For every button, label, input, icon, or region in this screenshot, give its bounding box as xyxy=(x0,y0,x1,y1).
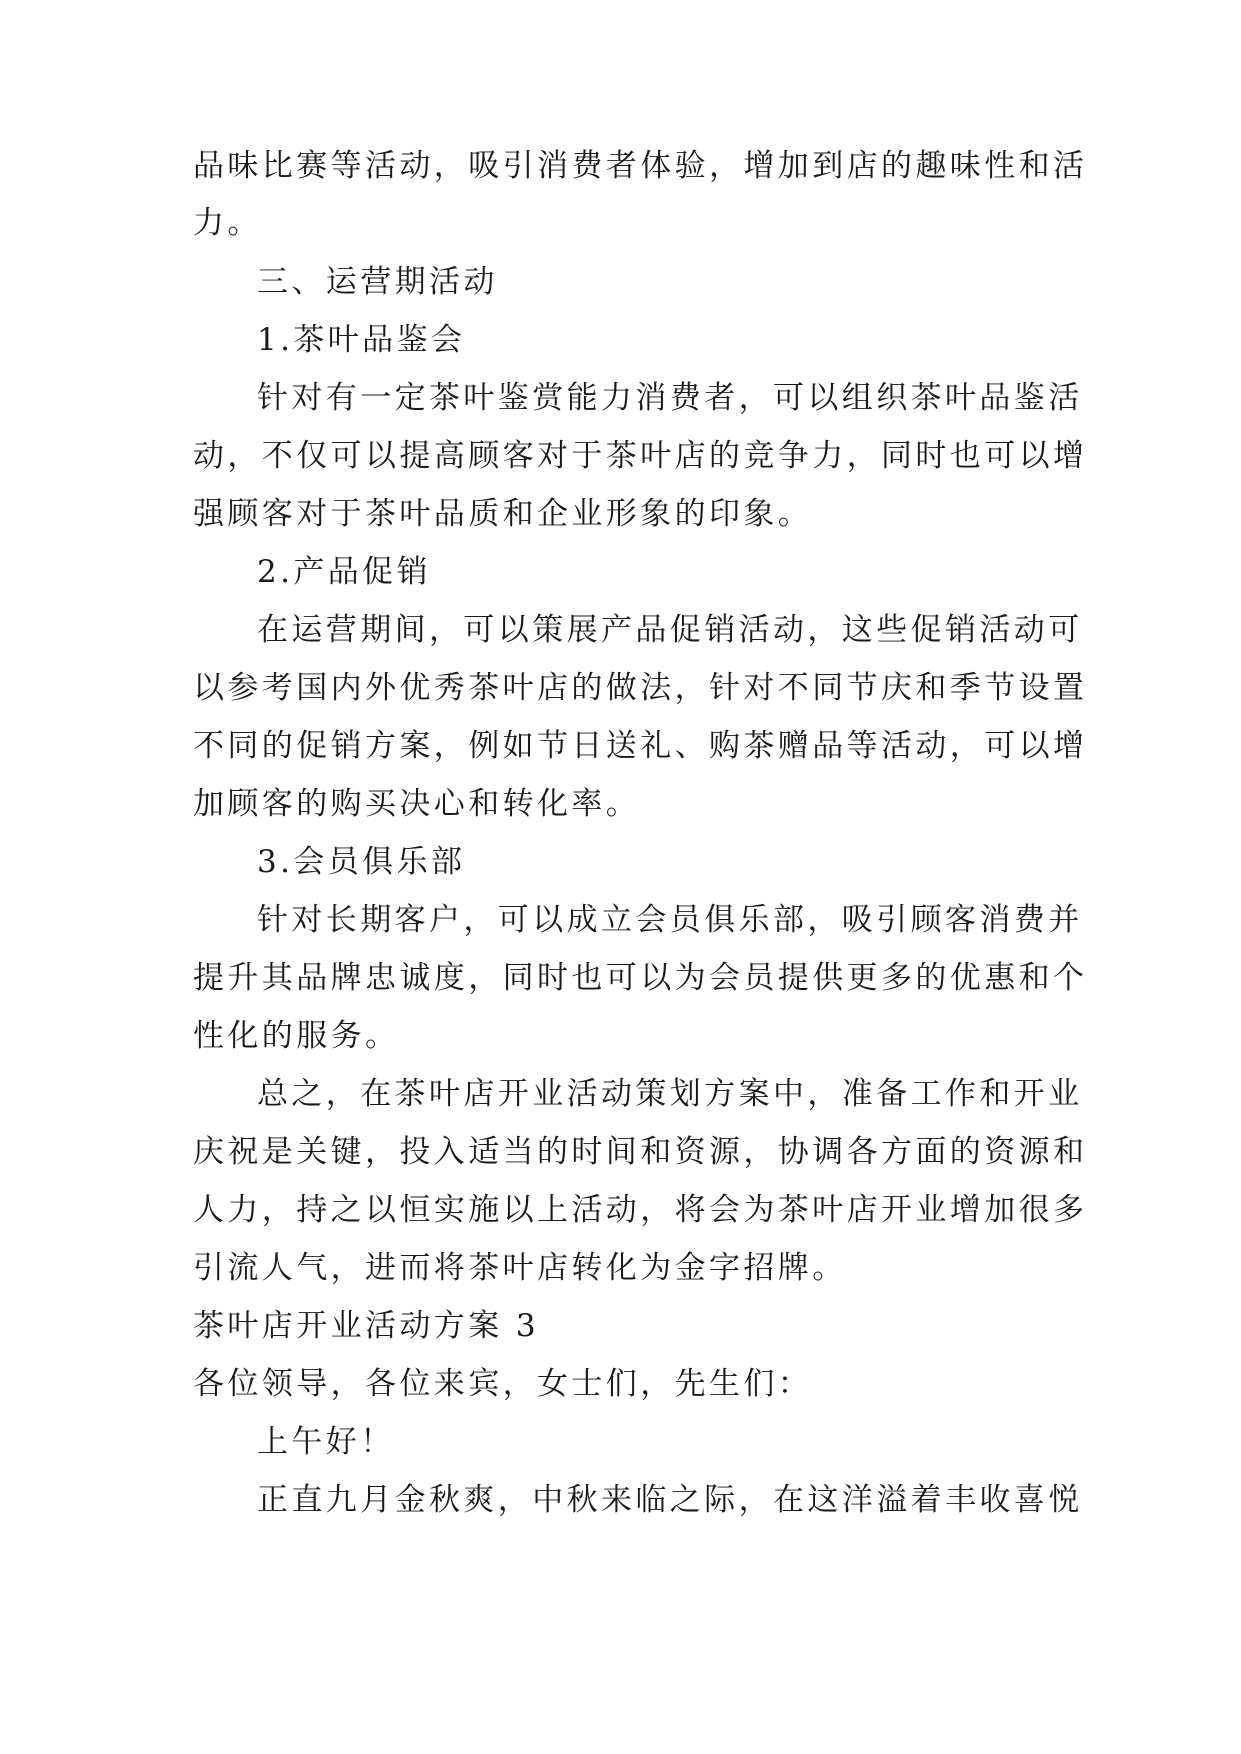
body-text-line: 总之，在茶叶店开业活动策划方案中，准备工作和开业 xyxy=(257,1076,1083,1112)
body-text-line: 不同的促销方案，例如节日送礼、购茶赠品等活动，可以增 xyxy=(193,728,1088,764)
body-text-line: 品味比赛等活动，吸引消费者体验，增加到店的趣味性和活 xyxy=(193,148,1088,184)
body-text-line: 性化的服务。 xyxy=(193,1018,400,1054)
body-text-line: 加顾客的购买决心和转化率。 xyxy=(193,786,641,822)
body-text-line: 以参考国内外优秀茶叶店的做法，针对不同节庆和季节设置 xyxy=(193,670,1088,706)
subsection-heading: 3.会员俱乐部 xyxy=(257,844,466,880)
body-text-line: 力。 xyxy=(193,205,262,241)
subsection-heading: 1.茶叶品鉴会 xyxy=(257,322,466,358)
body-text-line: 针对长期客户，可以成立会员俱乐部，吸引顾客消费并 xyxy=(257,902,1083,938)
subsection-heading: 2.产品促销 xyxy=(257,554,431,590)
document-title: 茶叶店开业活动方案 3 xyxy=(193,1308,539,1344)
body-text-line: 提升其品牌忠诚度，同时也可以为会员提供更多的优惠和个 xyxy=(193,960,1088,996)
body-text-line: 人力，持之以恒实施以上活动，将会为茶叶店开业增加很多 xyxy=(193,1192,1088,1228)
body-text-line: 正直九月金秋爽，中秋来临之际，在这洋溢着丰收喜悦 xyxy=(257,1482,1083,1518)
body-text-line: 引流人气，进而将茶叶店转化为金字招牌。 xyxy=(193,1250,847,1286)
greeting-line: 上午好！ xyxy=(257,1424,395,1460)
body-text-line: 动，不仅可以提高顾客对于茶叶店的竞争力，同时也可以增 xyxy=(193,438,1088,474)
section-heading: 三、运营期活动 xyxy=(257,264,498,300)
body-text-line: 在运营期间，可以策展产品促销活动，这些促销活动可 xyxy=(257,612,1083,648)
salutation-line: 各位领导，各位来宾，女士们，先生们： xyxy=(193,1366,813,1402)
body-text-line: 庆祝是关键，投入适当的时间和资源，协调各方面的资源和 xyxy=(193,1134,1088,1170)
body-text-line: 强顾客对于茶叶品质和企业形象的印象。 xyxy=(193,496,813,532)
body-text-line: 针对有一定茶叶鉴赏能力消费者，可以组织茶叶品鉴活 xyxy=(257,380,1083,416)
